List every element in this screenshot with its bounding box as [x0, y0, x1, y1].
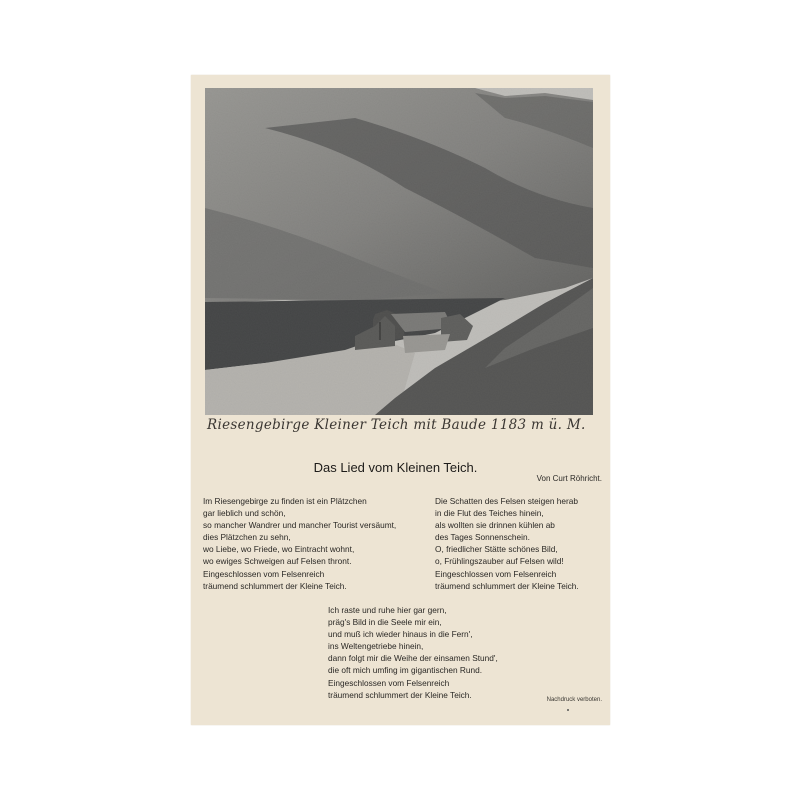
print-mark: [567, 709, 569, 711]
verse-line: O, friedlicher Stätte schönes Bild,: [435, 544, 558, 555]
verse-line: wo ewiges Schweigen auf Felsen thront.: [203, 556, 352, 567]
verse-line: in die Flut des Teiches hinein,: [435, 508, 544, 519]
verse-line: gar lieblich und schön,: [203, 508, 286, 519]
verse-line: Eingeschlossen vom Felsenreich: [328, 677, 450, 688]
verse-line: Eingeschlossen vom Felsenreich: [435, 568, 557, 579]
verse-line: Die Schatten des Felsen steigen herab: [435, 496, 578, 506]
verse-line: wo Liebe, wo Friede, wo Eintracht wohnt,: [203, 544, 355, 555]
verse-line: dies Plätzchen zu sehn,: [203, 532, 291, 543]
postcard: [191, 75, 610, 725]
landscape-photo: [205, 88, 593, 415]
copyright-notice: Nachdruck verboten.: [546, 697, 602, 703]
verse-line: die oft mich umfing im gigantischen Rund.: [328, 665, 483, 676]
verse-line: des Tages Sonnenschein.: [435, 532, 530, 543]
verse-line: Im Riesengebirge zu finden ist ein Plätzchen: [203, 496, 367, 506]
verse-line: so mancher Wandrer und mancher Tourist versäumt,: [203, 520, 397, 531]
verse-line: ins Weltengetriebe hinein,: [328, 641, 424, 652]
verse-line: träumend schlummert der Kleine Teich.: [328, 689, 472, 700]
verse-line: Ich raste und ruhe hier gar gern,: [328, 605, 447, 615]
verse-line: und muß ich wieder hinaus in die Fern',: [328, 629, 473, 640]
poem-author: Von Curt Röhricht.: [536, 474, 602, 483]
mountain-lake-image: [205, 88, 593, 415]
verse-line: träumend schlummert der Kleine Teich.: [435, 580, 579, 591]
verse-line: träumend schlummert der Kleine Teich.: [203, 580, 347, 591]
stanza-3: [328, 604, 498, 701]
verse-line: präg's Bild in die Seele mir ein,: [328, 617, 442, 628]
poem-title: Das Lied vom Kleinen Teich.: [313, 460, 478, 475]
verse-line: Eingeschlossen vom Felsenreich: [203, 568, 325, 579]
stanza-2: [435, 495, 579, 592]
stanza-1: [203, 495, 396, 592]
photo-caption: Riesengebirge Kleiner Teich mit Baude 1183 m ü. M.: [207, 417, 586, 433]
verse-line: o, Frühlingszauber auf Felsen wild!: [435, 556, 564, 567]
verse-line: als wollten sie drinnen kühlen ab: [435, 520, 555, 531]
verse-line: dann folgt mir die Weihe der einsamen Stund',: [328, 653, 498, 664]
